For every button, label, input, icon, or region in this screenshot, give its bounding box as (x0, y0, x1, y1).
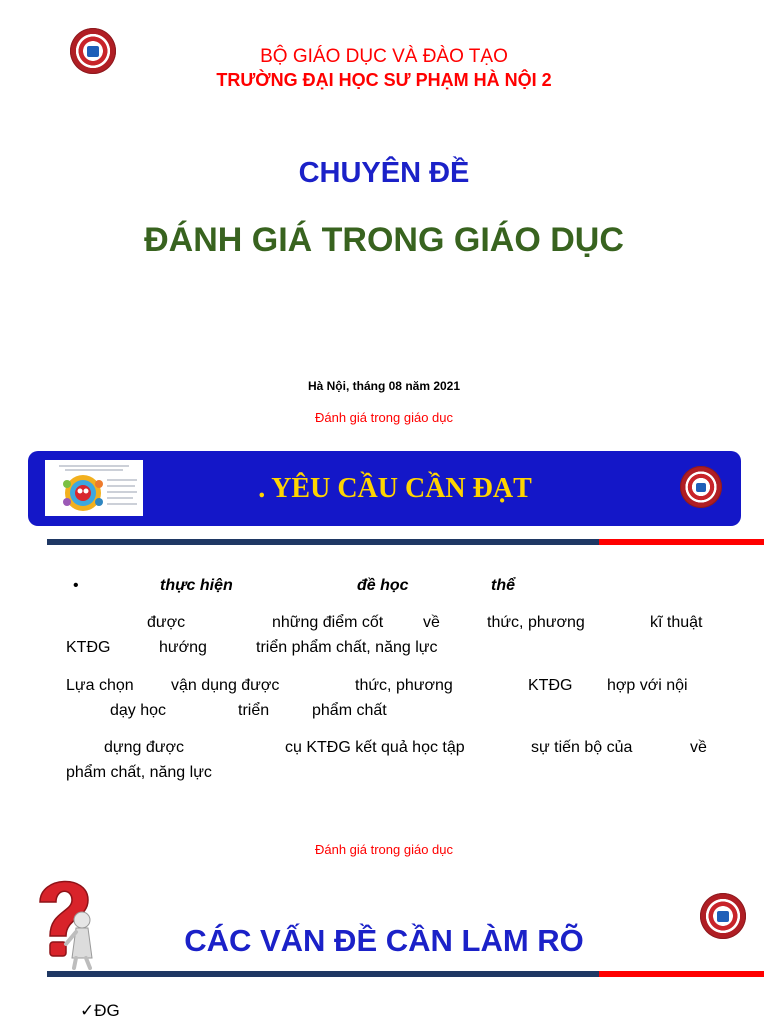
line4-word5: hợp với nội (607, 677, 688, 694)
section-divider-red (599, 539, 764, 545)
slide1-footer: Đánh giá trong giáo dục (314, 410, 454, 425)
topic-label: CHUYÊN ĐỀ (298, 157, 470, 189)
line2-word4: thức, phương (487, 614, 585, 631)
university-name: TRƯỜNG ĐẠI HỌC SƯ PHẠM HÀ NỘI 2 (216, 70, 552, 90)
line7-word1: phẩm chất, năng lực (66, 764, 212, 781)
line5-word2: triển (238, 702, 270, 719)
line4-word4: KTĐG (528, 677, 573, 694)
checklist-item: ✓ĐG (80, 1001, 120, 1020)
line4-word2: vận dụng được (171, 677, 280, 694)
line1-word1: thực hiện (160, 577, 233, 594)
line3-word1: KTĐG (66, 639, 111, 656)
line5-word1: dạy học (110, 702, 167, 719)
line3-word2: hướng (159, 639, 207, 656)
line4-word3: thức, phương (355, 677, 453, 694)
line2-word1: được (147, 614, 186, 631)
ministry-name: BỘ GIÁO DỤC VÀ ĐÀO TẠO (260, 46, 508, 67)
date-line: Hà Nội, tháng 08 năm 2021 (307, 379, 461, 393)
slide3-divider-navy (47, 971, 599, 977)
slide3-divider-red (599, 971, 764, 977)
banner-title: . YÊU CẦU CẦN ĐẠT (258, 473, 532, 504)
line5-word3: phẩm chất (312, 702, 387, 719)
slide2-footer: Đánh giá trong giáo dục (314, 842, 454, 857)
line2-word2: những điểm cốt (272, 614, 384, 631)
line6-word4: về (690, 739, 707, 756)
line6-word2: cụ KTĐG kết quả học tập (285, 739, 465, 756)
line3-word3: triển phẩm chất, năng lực (256, 639, 438, 656)
bullet-marker: • (73, 577, 79, 594)
topic-title: ĐÁNH GIÁ TRONG GIÁO DỤC (144, 221, 624, 259)
line1-word2: đề học (357, 577, 409, 594)
line2-word3: về (423, 614, 440, 631)
line2-word5: kĩ thuật (650, 614, 703, 631)
line6-word3: sự tiến bộ của (531, 739, 633, 756)
slide3-title: CÁC VẤN ĐỀ CẦN LÀM RÕ (184, 923, 584, 958)
line1-word3: thể (491, 577, 515, 594)
line6-word1: dựng được (104, 739, 184, 756)
section-divider-navy (47, 539, 599, 545)
line4-word1: Lựa chọn (66, 677, 134, 694)
banner-seal-icon (680, 466, 722, 508)
